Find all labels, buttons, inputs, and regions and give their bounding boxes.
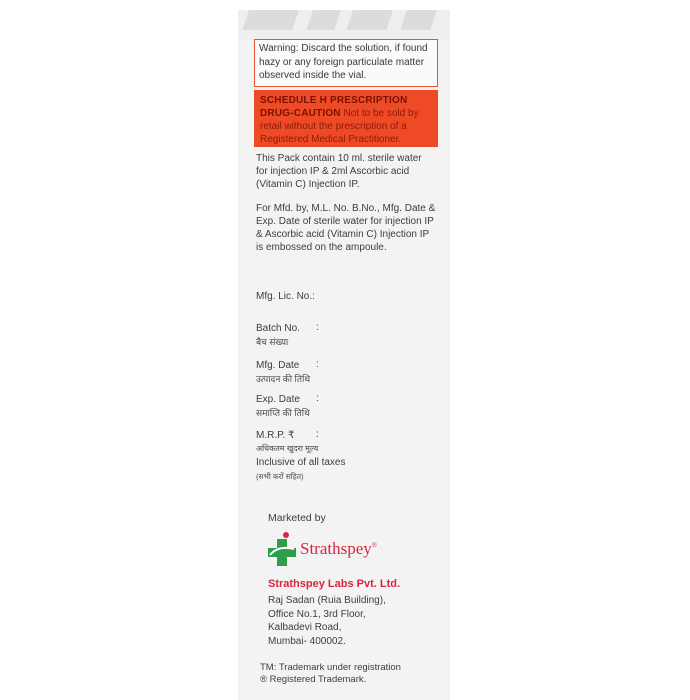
address-line: Mumbai- 400002. bbox=[268, 635, 346, 647]
exp-date-label: Exp. Date bbox=[256, 394, 300, 405]
address-line: Kalbadevi Road, bbox=[268, 622, 342, 633]
mrp-label: M.R.P. ₹ bbox=[256, 430, 295, 441]
schedule-h-caution-box bbox=[254, 90, 438, 147]
warning-text: Warning: Discard the solution, if found hazy or any foreign particulate matter observed inside the vial. bbox=[259, 43, 428, 81]
strathspey-logo-text bbox=[300, 539, 377, 559]
trademark-notes bbox=[260, 662, 401, 686]
inclusive-taxes-label: Inclusive of all taxes bbox=[256, 457, 346, 468]
logo-registered-mark: ® bbox=[371, 541, 378, 550]
pack-contents-text: This Pack contain 10 ml. sterile water for injection IP & 2ml Ascorbic acid (Vitamin C) Injection IP. bbox=[256, 153, 422, 190]
address-line: Office No.1, 3rd Floor, bbox=[268, 608, 366, 620]
mrp-hindi-label: अधिकतम खुदरा मूल्य bbox=[256, 444, 319, 453]
mfg-date-colon: : bbox=[316, 359, 319, 370]
company-name: Strathspey Labs Pvt. Ltd. bbox=[268, 578, 401, 590]
mrp-colon: : bbox=[316, 429, 319, 440]
warning-box bbox=[254, 39, 438, 87]
trademark-line: ® Registered Trademark. bbox=[260, 674, 367, 685]
top-decorative-graphic bbox=[238, 10, 450, 40]
medicine-box-panel bbox=[238, 10, 450, 700]
exp-date-colon: : bbox=[316, 393, 319, 404]
mfd-note-text: For Mfd. by, M.L. No. B.No., Mfg. Date & Exp. Date of sterile water for injection IP & Ascorbic acid (Vitamin C) Injection IP is embossed on the ampoule. bbox=[256, 203, 436, 253]
batch-no-colon: : bbox=[316, 322, 319, 333]
green-cross-logo-icon bbox=[266, 531, 298, 567]
batch-no-label: Batch No. bbox=[256, 323, 300, 334]
strathspey-logo bbox=[266, 529, 416, 569]
marketed-by-label: Marketed by bbox=[268, 512, 326, 524]
address-line: Raj Sadan (Ruia Building), bbox=[268, 595, 386, 606]
company-address bbox=[268, 594, 386, 648]
schedule-text: Not to be sold by retail without the prescription of a Registered Medical Practitioner. bbox=[260, 108, 419, 145]
logo-name: Strathspey bbox=[300, 539, 372, 558]
mfg-date-label: Mfg. Date bbox=[256, 360, 300, 371]
batch-no-hindi-label: बैच संख्या bbox=[256, 337, 289, 347]
schedule-heading: SCHEDULE H PRESCRIPTION DRUG-CAUTION bbox=[260, 95, 408, 119]
inclusive-taxes-hindi-label: (सभी करों सहित) bbox=[256, 472, 304, 481]
mfg-lic-label: Mfg. Lic. No.: bbox=[256, 291, 315, 302]
mfg-date-hindi-label: उत्पादन की तिथि bbox=[256, 374, 311, 384]
exp-date-hindi-label: समाप्ति की तिथि bbox=[256, 408, 310, 418]
trademark-line: TM: Trademark under registration bbox=[260, 662, 401, 673]
